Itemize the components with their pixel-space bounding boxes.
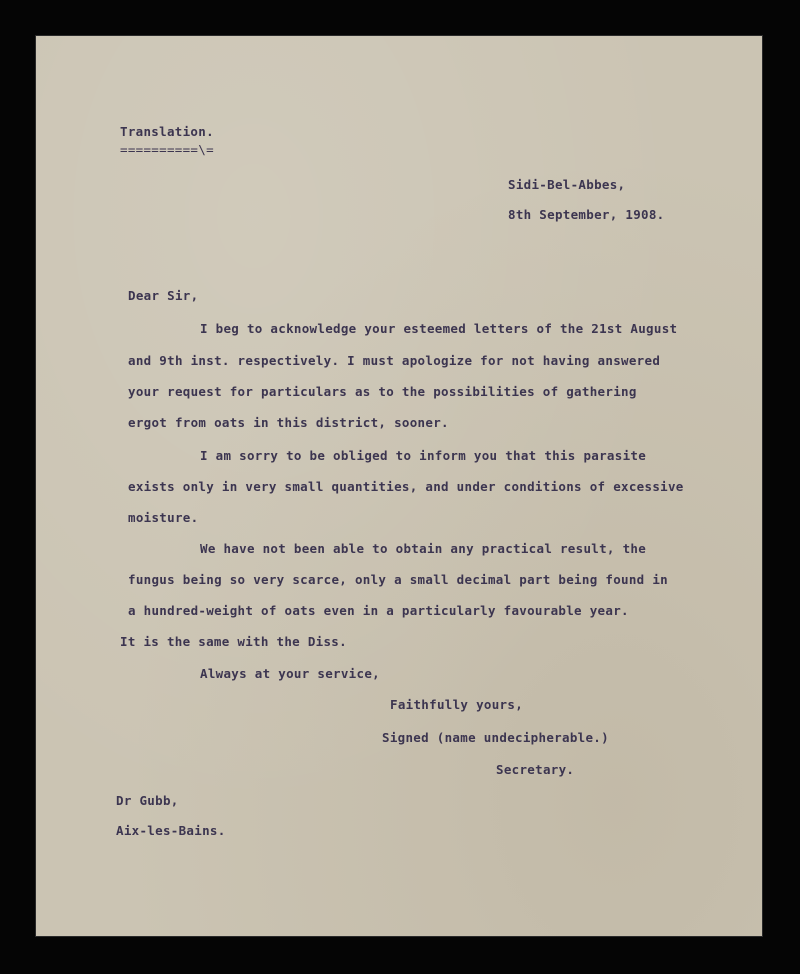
signature-note: Signed (name undecipherable.) xyxy=(382,730,609,745)
place: Sidi-Bel-Abbes, xyxy=(508,177,626,192)
heading-underline: ==========\= xyxy=(120,142,214,157)
body-line: moisture. xyxy=(128,510,199,525)
body-line: fungus being so very scarce, only a small decimal part being found in xyxy=(128,572,668,587)
heading: Translation. xyxy=(120,124,214,139)
salutation: Dear Sir, xyxy=(128,288,199,303)
date: 8th September, 1908. xyxy=(508,207,665,222)
letter-page xyxy=(36,36,762,936)
body-line: I beg to acknowledge your esteemed letters of the 21st August xyxy=(200,321,678,336)
body-line: a hundred-weight of oats even in a particularly favourable year. xyxy=(128,603,629,618)
valediction: Faithfully yours, xyxy=(390,697,524,712)
body-line: your request for particulars as to the possibilities of gathering xyxy=(128,384,637,399)
body-line: It is the same with the Diss. xyxy=(120,634,347,649)
signatory-title: Secretary. xyxy=(496,762,575,777)
body-line: and 9th inst. respectively. I must apologize for not having answered xyxy=(128,353,661,368)
body-line: We have not been able to obtain any practical result, the xyxy=(200,541,647,556)
recipient-place: Aix-les-Bains. xyxy=(116,823,226,838)
recipient-name: Dr Gubb, xyxy=(116,793,179,808)
closing: Always at your service, xyxy=(200,666,380,681)
body-line: exists only in very small quantities, and under conditions of excessive xyxy=(128,479,684,494)
body-line: ergot from oats in this district, sooner. xyxy=(128,415,449,430)
body-line: I am sorry to be obliged to inform you that this parasite xyxy=(200,448,647,463)
